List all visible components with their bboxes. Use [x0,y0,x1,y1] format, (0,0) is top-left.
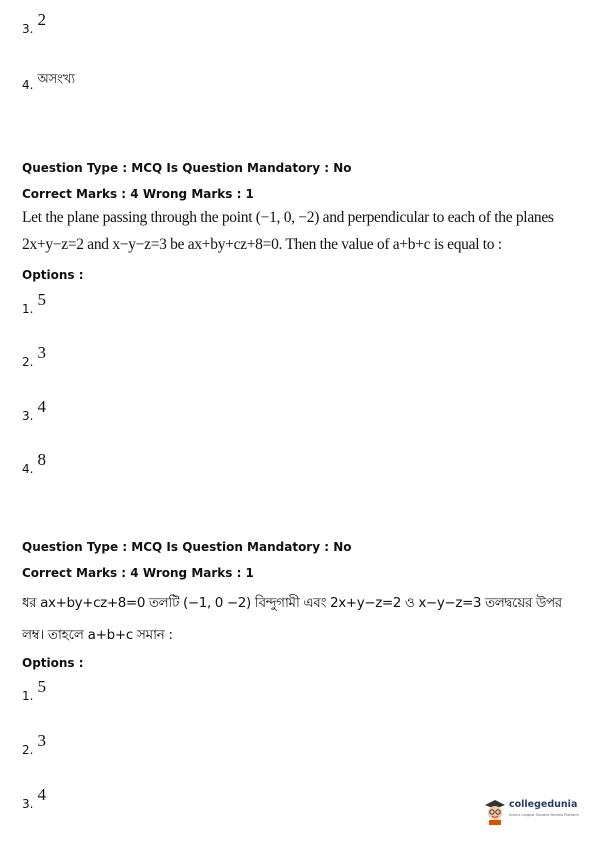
option-number: 2. [22,355,34,369]
option-1 [22,677,46,705]
option-number: 3. [22,22,34,36]
question-text-line-1: Let the plane passing through the point (−1, 0, −2) and perpendicular to each of the planes [22,209,554,226]
option-4 [22,74,75,97]
logo-name: collegedunia [509,799,578,810]
marks-line: Correct Marks : 4 Wrong Marks : 1 [22,187,254,201]
option-number: 3. [22,797,34,811]
option-value: 5 [37,290,46,309]
option-value: 5 [37,677,46,696]
option-value: অসংখ্য [37,72,76,87]
mascot-icon [483,797,507,825]
option-number: 1. [22,302,34,316]
option-3 [22,397,46,425]
option-number: 4. [22,78,34,92]
option-value: 4 [37,397,46,416]
option-1 [22,290,46,318]
option-value: 2 [37,10,46,29]
question-text-line-2: লম্ব। তাহলে a+b+c সমান : [22,627,173,643]
option-2 [22,731,46,759]
option-number: 1. [22,689,34,703]
collegedunia-logo [483,797,583,827]
option-value: 3 [37,343,46,362]
option-value: 4 [37,785,46,804]
option-value: 8 [37,450,46,469]
logo-tagline: India's Largest Student Review Platform [509,813,579,817]
options-label: Options : [22,656,84,670]
option-number: 3. [22,409,34,423]
option-number: 2. [22,743,34,757]
option-4 [22,450,46,478]
option-3 [22,10,46,38]
question-text-line-2: 2x+y−z=2 and x−y−z=3 be ax+by+cz+8=0. Then the value of a+b+c is equal to : [22,236,502,253]
option-number: 4. [22,462,34,476]
options-label: Options : [22,268,84,282]
question-type-line: Question Type : MCQ Is Question Mandatory : No [22,161,352,175]
question-text-line-1: ধর ax+by+cz+8=0 তলটি (−1, 0 −2) বিন্দুগামী এবং 2x+y−z=2 ও x−y−z=3 তলদ্বয়ের উপর [22,595,562,611]
marks-line: Correct Marks : 4 Wrong Marks : 1 [22,566,254,580]
question-type-line: Question Type : MCQ Is Question Mandatory : No [22,540,352,554]
option-2 [22,343,46,371]
option-3 [22,785,46,813]
option-value: 3 [37,731,46,750]
